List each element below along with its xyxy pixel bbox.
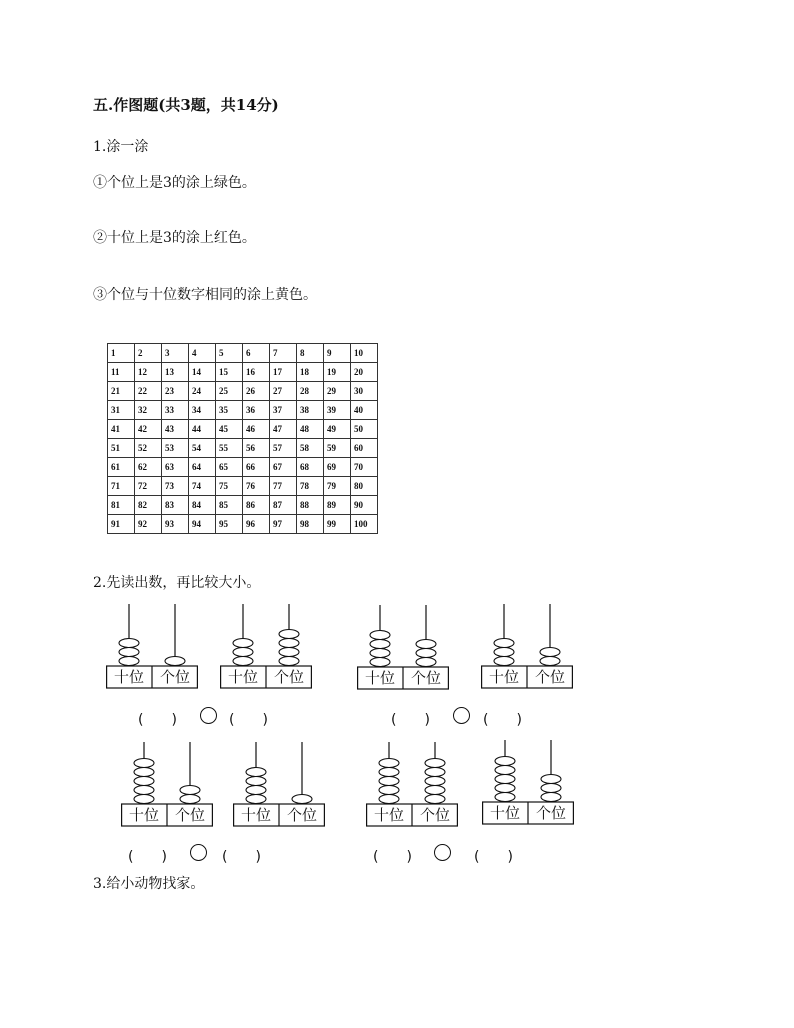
hundred-chart-cell[interactable]: 87 [270, 496, 297, 515]
abacus [357, 605, 449, 691]
q1-instruction-2: ②十位上是3的涂上红色。 [93, 230, 256, 246]
hundred-chart-cell[interactable]: 76 [243, 477, 270, 496]
hundred-chart-cell[interactable]: 85 [216, 496, 243, 515]
hundred-chart-cell[interactable]: 28 [297, 382, 324, 401]
answer-blank[interactable]: ( ) [391, 712, 430, 728]
hundred-chart-cell[interactable]: 46 [243, 420, 270, 439]
hundred-chart-cell[interactable]: 24 [189, 382, 216, 401]
hundred-chart-cell[interactable]: 64 [189, 458, 216, 477]
ones-bead [425, 759, 445, 768]
hundred-chart-cell[interactable]: 59 [324, 439, 351, 458]
answer-blank[interactable]: ( ) [128, 849, 167, 865]
hundred-chart-cell[interactable]: 9 [324, 344, 351, 363]
ones-bead [540, 648, 560, 657]
hundred-chart-cell[interactable]: 35 [216, 401, 243, 420]
hundred-chart-cell[interactable]: 16 [243, 363, 270, 382]
tens-bead [494, 639, 514, 648]
tens-label: 十位 [488, 668, 519, 686]
abacus [121, 742, 213, 828]
ones-bead [180, 786, 200, 795]
hundred-chart-cell[interactable]: 18 [297, 363, 324, 382]
abacus [481, 604, 573, 690]
hundred-chart-cell[interactable]: 60 [351, 439, 378, 458]
hundred-chart-cell[interactable]: 100 [351, 515, 378, 534]
hundred-chart-cell[interactable]: 55 [216, 439, 243, 458]
q3-title: 3.给小动物找家。 [93, 876, 205, 892]
hundred-chart-row [108, 401, 378, 420]
hundred-chart-cell[interactable]: 6 [243, 344, 270, 363]
ones-label: 个位 [535, 804, 566, 822]
q1-instruction-1: ①个位上是3的涂上绿色。 [93, 175, 256, 191]
tens-bead [379, 795, 399, 804]
tens-bead [119, 648, 139, 657]
hundred-chart-row [108, 477, 378, 496]
tens-bead [233, 639, 253, 648]
hundred-chart-cell[interactable]: 58 [297, 439, 324, 458]
hundred-chart-cell[interactable]: 29 [324, 382, 351, 401]
tens-label: 十位 [240, 806, 271, 824]
hundred-chart-cell[interactable]: 11 [108, 363, 135, 382]
hundred-chart [107, 343, 378, 534]
hundred-chart-cell[interactable]: 81 [108, 496, 135, 515]
hundred-chart-cell[interactable]: 34 [189, 401, 216, 420]
tens-bead [134, 768, 154, 777]
ones-label: 个位 [159, 668, 190, 686]
abacus [106, 604, 198, 690]
hundred-chart-cell[interactable]: 90 [351, 496, 378, 515]
tens-bead [495, 784, 515, 793]
tens-bead [233, 648, 253, 657]
hundred-chart-cell[interactable]: 21 [108, 382, 135, 401]
hundred-chart-cell[interactable]: 43 [162, 420, 189, 439]
hundred-chart-cell[interactable]: 63 [162, 458, 189, 477]
hundred-chart-cell[interactable]: 25 [216, 382, 243, 401]
compare-circle[interactable] [453, 707, 470, 724]
tens-bead [495, 757, 515, 766]
answer-blank[interactable]: ( ) [229, 712, 268, 728]
ones-bead [425, 777, 445, 786]
hundred-chart-cell[interactable]: 27 [270, 382, 297, 401]
abacus [482, 740, 574, 826]
answer-blank[interactable]: ( ) [222, 849, 261, 865]
hundred-chart-cell[interactable]: 54 [189, 439, 216, 458]
hundred-chart-row [108, 515, 378, 534]
q2-title: 2.先读出数，再比较大小。 [93, 575, 261, 591]
hundred-chart-cell[interactable]: 20 [351, 363, 378, 382]
tens-label: 十位 [489, 804, 520, 822]
hundred-chart-cell[interactable]: 94 [189, 515, 216, 534]
ones-bead [416, 658, 436, 667]
tens-label: 十位 [373, 806, 404, 824]
hundred-chart-cell[interactable]: 10 [351, 344, 378, 363]
tens-label: 十位 [128, 806, 159, 824]
section-title: 五.作图题(共3题，共14分) [93, 96, 279, 114]
hundred-chart-cell[interactable]: 52 [135, 439, 162, 458]
tens-bead [134, 759, 154, 768]
hundred-chart-row [108, 496, 378, 515]
ones-bead [425, 786, 445, 795]
ones-bead [279, 630, 299, 639]
tens-bead [379, 777, 399, 786]
hundred-chart-row [108, 439, 378, 458]
tens-bead [495, 775, 515, 784]
tens-bead [134, 795, 154, 804]
ones-bead [416, 640, 436, 649]
ones-bead [541, 775, 561, 784]
tens-bead [495, 766, 515, 775]
hundred-chart-row [108, 458, 378, 477]
tens-bead [495, 793, 515, 802]
hundred-chart-cell[interactable]: 19 [324, 363, 351, 382]
abacus [220, 604, 312, 690]
hundred-chart-cell[interactable]: 82 [135, 496, 162, 515]
hundred-chart-row [108, 382, 378, 401]
hundred-chart-cell[interactable]: 22 [135, 382, 162, 401]
tens-bead [246, 795, 266, 804]
hundred-chart-cell[interactable]: 61 [108, 458, 135, 477]
tens-bead [246, 777, 266, 786]
hundred-chart-cell[interactable]: 13 [162, 363, 189, 382]
hundred-chart-cell[interactable]: 99 [324, 515, 351, 534]
tens-label: 十位 [113, 668, 144, 686]
tens-label: 十位 [227, 668, 258, 686]
hundred-chart-cell[interactable]: 42 [135, 420, 162, 439]
hundred-chart-cell[interactable]: 77 [270, 477, 297, 496]
hundred-chart-cell[interactable]: 8 [297, 344, 324, 363]
hundred-chart-cell[interactable]: 31 [108, 401, 135, 420]
tens-bead [246, 768, 266, 777]
hundred-chart-cell[interactable]: 37 [270, 401, 297, 420]
hundred-chart-cell[interactable]: 98 [297, 515, 324, 534]
hundred-chart-cell[interactable]: 88 [297, 496, 324, 515]
hundred-chart-cell[interactable]: 33 [162, 401, 189, 420]
hundred-chart-cell[interactable]: 79 [324, 477, 351, 496]
ones-bead [416, 649, 436, 658]
hundred-chart-row [108, 363, 378, 382]
hundred-chart-cell[interactable]: 39 [324, 401, 351, 420]
hundred-chart-cell[interactable]: 83 [162, 496, 189, 515]
tens-bead [119, 657, 139, 666]
hundred-chart-cell[interactable]: 47 [270, 420, 297, 439]
ones-bead [292, 795, 312, 804]
tens-bead [246, 786, 266, 795]
ones-label: 个位 [286, 806, 317, 824]
hundred-chart-cell[interactable]: 3 [162, 344, 189, 363]
hundred-chart-cell[interactable]: 67 [270, 458, 297, 477]
hundred-chart-cell[interactable]: 41 [108, 420, 135, 439]
hundred-chart-cell[interactable]: 36 [243, 401, 270, 420]
hundred-chart-cell[interactable]: 69 [324, 458, 351, 477]
answer-blank[interactable]: ( ) [138, 712, 177, 728]
hundred-chart-cell[interactable]: 74 [189, 477, 216, 496]
hundred-chart-cell[interactable]: 2 [135, 344, 162, 363]
hundred-chart-cell[interactable]: 26 [243, 382, 270, 401]
abacus [366, 742, 458, 828]
hundred-chart-cell[interactable]: 12 [135, 363, 162, 382]
tens-bead [119, 639, 139, 648]
tens-bead [370, 640, 390, 649]
hundred-chart-cell[interactable]: 51 [108, 439, 135, 458]
tens-bead [379, 786, 399, 795]
ones-bead [540, 657, 560, 666]
tens-bead [379, 768, 399, 777]
ones-label: 个位 [273, 668, 304, 686]
hundred-chart-cell[interactable]: 80 [351, 477, 378, 496]
hundred-chart-cell[interactable]: 71 [108, 477, 135, 496]
tens-bead [233, 657, 253, 666]
hundred-chart-cell[interactable]: 66 [243, 458, 270, 477]
ones-bead [279, 648, 299, 657]
compare-circle[interactable] [434, 844, 451, 861]
ones-bead [425, 768, 445, 777]
ones-bead [165, 657, 185, 666]
hundred-chart-row [108, 344, 378, 363]
hundred-chart-cell[interactable]: 38 [297, 401, 324, 420]
hundred-chart-cell[interactable]: 7 [270, 344, 297, 363]
compare-circle[interactable] [190, 844, 207, 861]
hundred-chart-cell[interactable]: 97 [270, 515, 297, 534]
ones-label: 个位 [534, 668, 565, 686]
hundred-chart-cell[interactable]: 15 [216, 363, 243, 382]
hundred-chart-cell[interactable]: 84 [189, 496, 216, 515]
hundred-chart-cell[interactable]: 96 [243, 515, 270, 534]
hundred-chart-cell[interactable]: 44 [189, 420, 216, 439]
tens-bead [379, 759, 399, 768]
hundred-chart-cell[interactable]: 78 [297, 477, 324, 496]
ones-bead [180, 795, 200, 804]
hundred-chart-cell[interactable]: 68 [297, 458, 324, 477]
hundred-chart-cell[interactable]: 57 [270, 439, 297, 458]
ones-label: 个位 [410, 669, 441, 687]
hundred-chart-cell[interactable]: 86 [243, 496, 270, 515]
tens-bead [370, 649, 390, 658]
hundred-chart-cell[interactable]: 93 [162, 515, 189, 534]
ones-label: 个位 [174, 806, 205, 824]
hundred-chart-cell[interactable]: 23 [162, 382, 189, 401]
hundred-chart-cell[interactable]: 53 [162, 439, 189, 458]
hundred-chart-cell[interactable]: 48 [297, 420, 324, 439]
ones-bead [425, 795, 445, 804]
hundred-chart-cell[interactable]: 5 [216, 344, 243, 363]
hundred-chart-cell[interactable]: 75 [216, 477, 243, 496]
hundred-chart-cell[interactable]: 91 [108, 515, 135, 534]
hundred-chart-cell[interactable]: 40 [351, 401, 378, 420]
hundred-chart-cell[interactable]: 32 [135, 401, 162, 420]
tens-bead [494, 648, 514, 657]
compare-circle[interactable] [200, 707, 217, 724]
tens-bead [134, 786, 154, 795]
hundred-chart-row [108, 420, 378, 439]
q1-instruction-3: ③个位与十位数字相同的涂上黄色。 [93, 287, 317, 303]
ones-bead [541, 793, 561, 802]
hundred-chart-cell[interactable]: 56 [243, 439, 270, 458]
hundred-chart-cell[interactable]: 50 [351, 420, 378, 439]
ones-bead [279, 657, 299, 666]
hundred-chart-cell[interactable]: 92 [135, 515, 162, 534]
hundred-chart-cell[interactable]: 14 [189, 363, 216, 382]
tens-bead [494, 657, 514, 666]
hundred-chart-cell[interactable]: 30 [351, 382, 378, 401]
hundred-chart-cell[interactable]: 45 [216, 420, 243, 439]
hundred-chart-cell[interactable]: 72 [135, 477, 162, 496]
tens-label: 十位 [364, 669, 395, 687]
abacus [233, 742, 325, 828]
hundred-chart-cell[interactable]: 65 [216, 458, 243, 477]
hundred-chart-cell[interactable]: 89 [324, 496, 351, 515]
hundred-chart-cell[interactable]: 49 [324, 420, 351, 439]
answer-blank[interactable]: ( ) [373, 849, 412, 865]
hundred-chart-cell[interactable]: 4 [189, 344, 216, 363]
hundred-chart-cell[interactable]: 70 [351, 458, 378, 477]
hundred-chart-cell[interactable]: 62 [135, 458, 162, 477]
ones-label: 个位 [419, 806, 450, 824]
answer-blank[interactable]: ( ) [474, 849, 513, 865]
tens-bead [370, 658, 390, 667]
hundred-chart-cell[interactable]: 73 [162, 477, 189, 496]
answer-blank[interactable]: ( ) [483, 712, 522, 728]
ones-bead [279, 639, 299, 648]
tens-bead [134, 777, 154, 786]
hundred-chart-cell[interactable]: 95 [216, 515, 243, 534]
q1-title: 1.涂一涂 [93, 139, 149, 155]
hundred-chart-cell[interactable]: 17 [270, 363, 297, 382]
tens-bead [370, 631, 390, 640]
hundred-chart-cell[interactable]: 1 [108, 344, 135, 363]
ones-bead [541, 784, 561, 793]
